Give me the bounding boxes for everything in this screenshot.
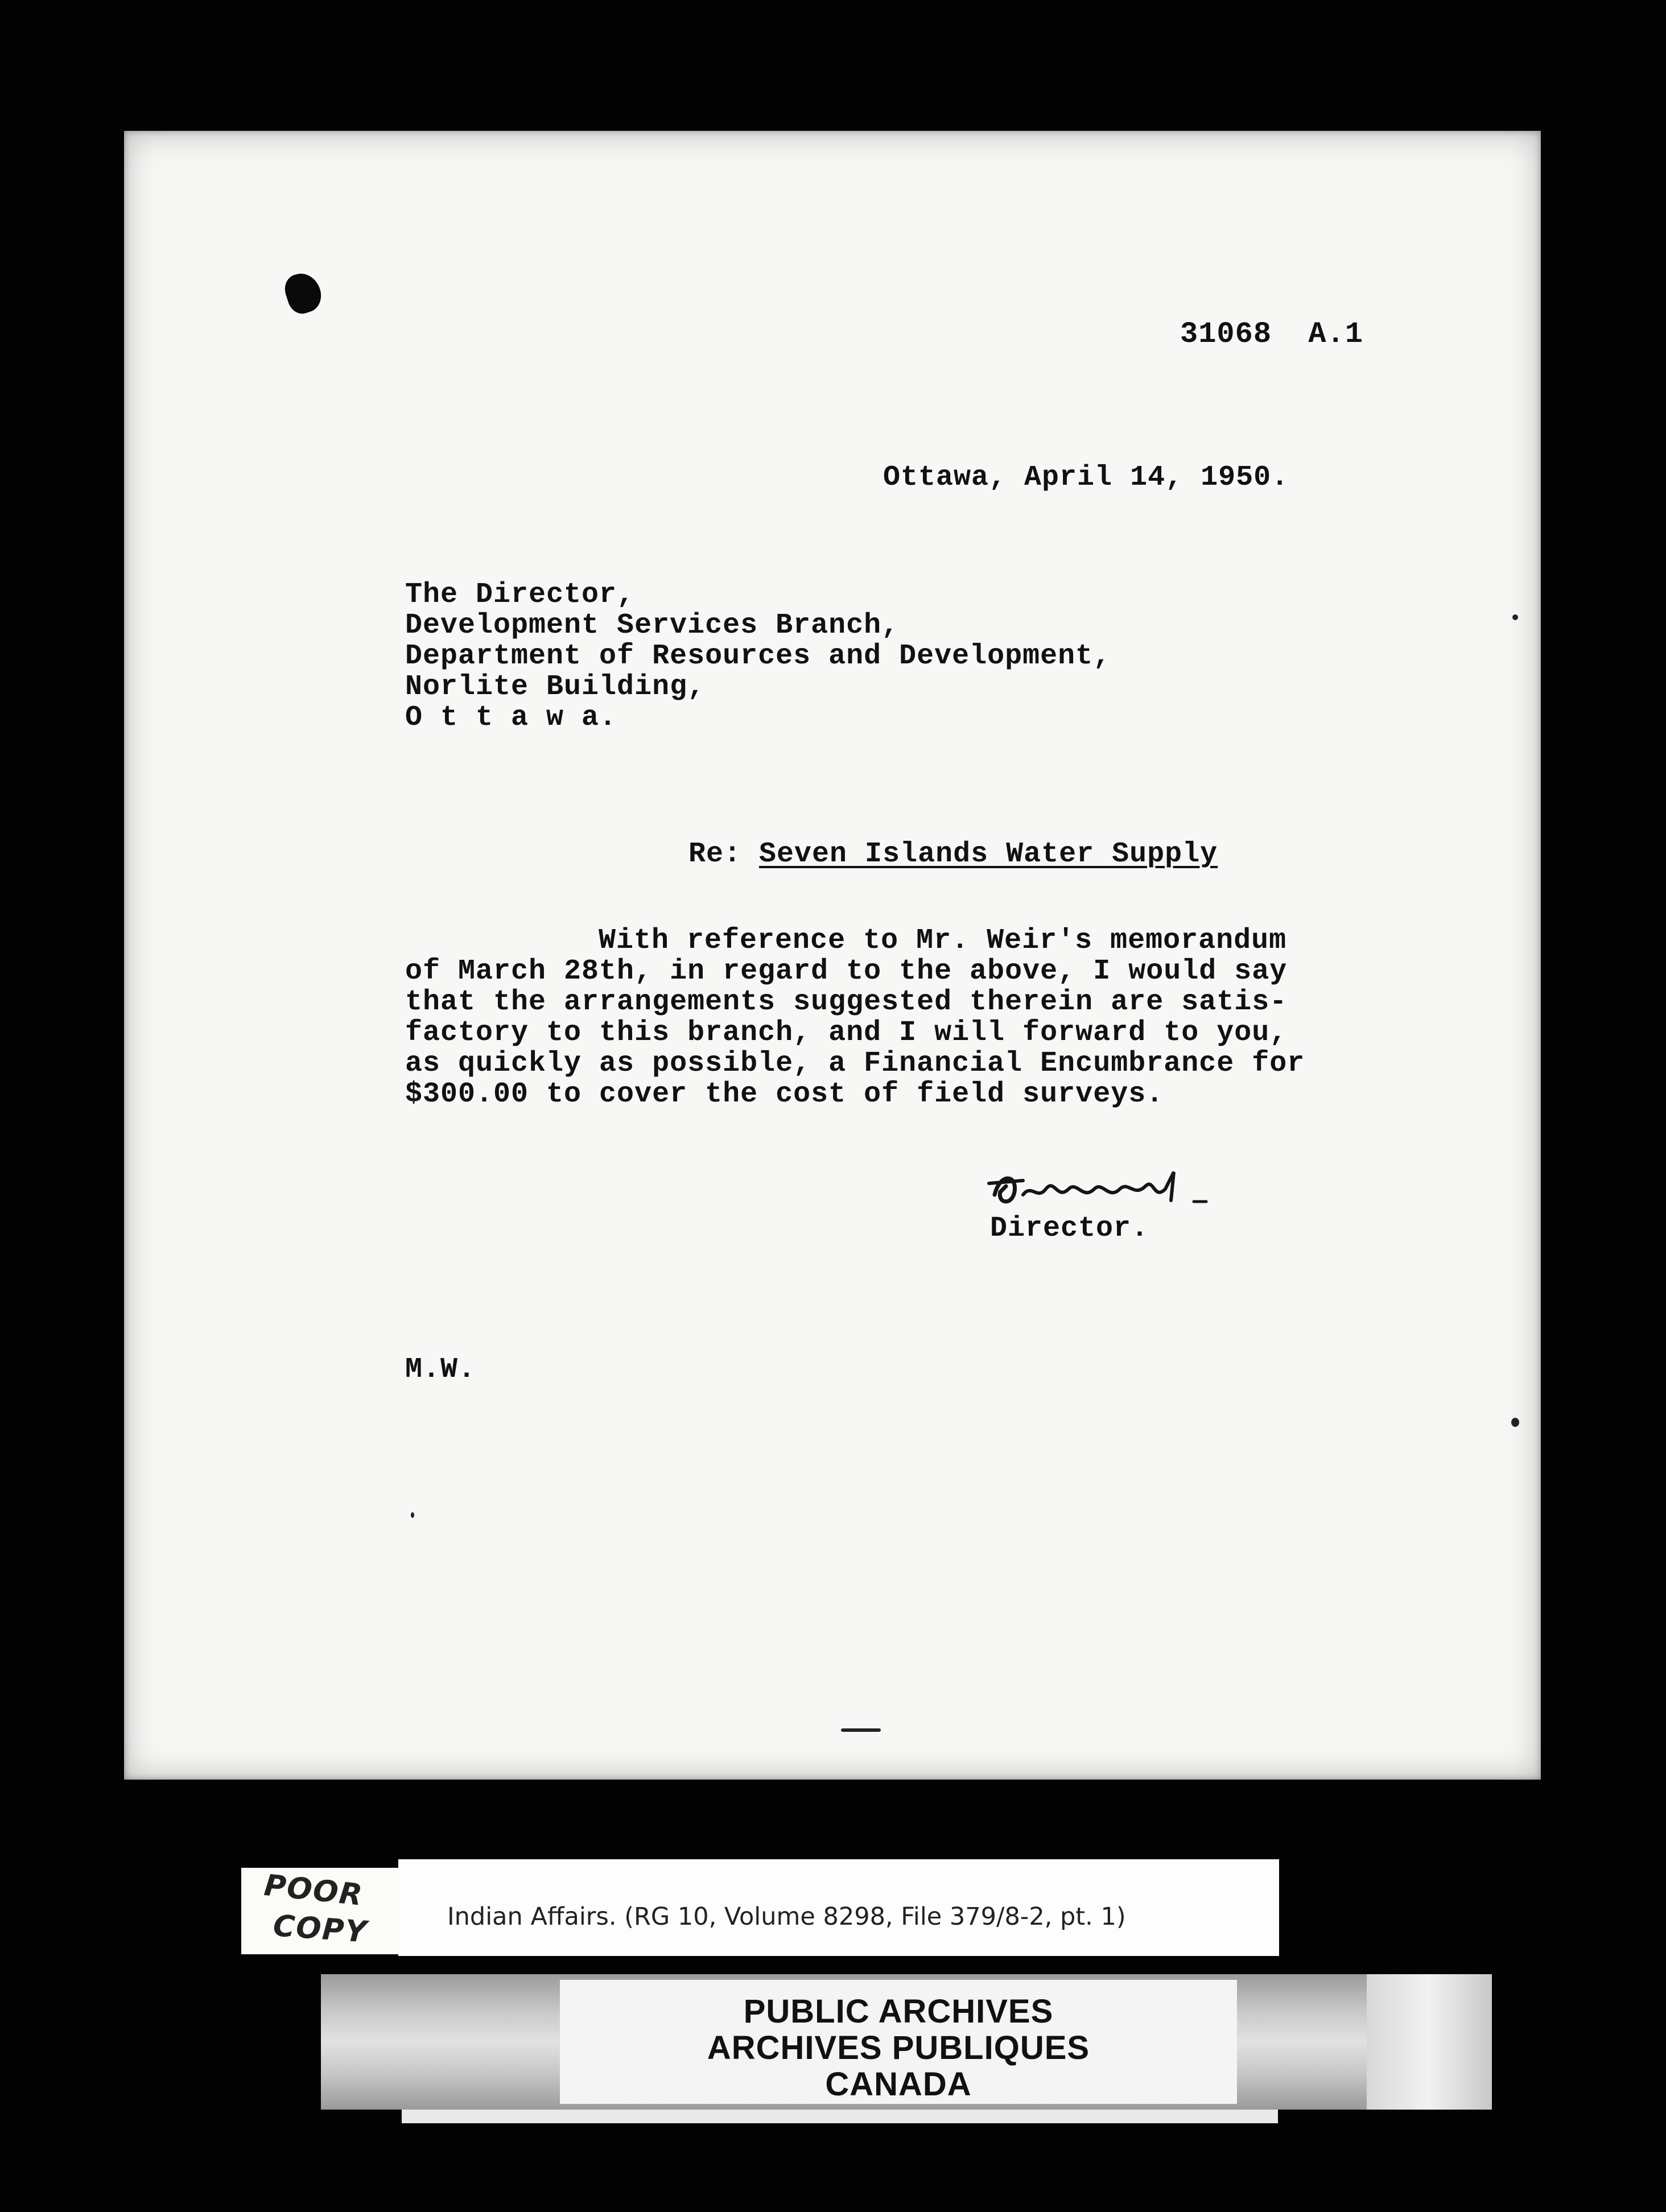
place-date: Ottawa, April 14, 1950. — [883, 461, 1289, 494]
address-line: O t t a w a. — [405, 701, 617, 734]
address-line: Norlite Building, — [405, 671, 706, 703]
speck — [841, 1728, 881, 1732]
archive-reference-label — [398, 1859, 1279, 1956]
poor-copy-word: COPY — [272, 1909, 369, 1950]
subject-line — [688, 837, 1218, 872]
address-line: The Director, — [405, 579, 635, 611]
signature-title: Director. — [990, 1212, 1149, 1245]
body-line: of March 28th, in regard to the above, I would say — [405, 955, 1288, 988]
body-line: that the arrangements suggested therein are satis- — [405, 986, 1288, 1018]
body-line: With reference to Mr. Weir's memorandum — [599, 925, 1287, 957]
body-line: as quickly as possible, a Financial Encumbrance for — [405, 1047, 1305, 1080]
subject-title: Seven Islands Water Supply — [759, 838, 1218, 870]
letter-page — [124, 131, 1541, 1780]
speck — [411, 1512, 414, 1518]
body-line: factory to this branch, and I will forward to you, — [405, 1017, 1288, 1049]
ink-blot — [281, 269, 326, 317]
body-line: $300.00 to cover the cost of field surveys. — [405, 1078, 1164, 1111]
archives-stamp — [560, 1980, 1237, 2104]
typist-initials: M.W. — [405, 1353, 476, 1386]
speck — [1512, 614, 1518, 620]
archives-stamp-line: CANADA — [825, 2066, 972, 2103]
address-line: Development Services Branch, — [405, 609, 900, 642]
bottom-strip — [402, 2110, 1278, 2123]
poor-copy-word: POOR — [262, 1868, 365, 1913]
bar-endcap — [1367, 1974, 1492, 2110]
speck — [1511, 1418, 1519, 1427]
archives-stamp-line: PUBLIC ARCHIVES — [743, 1993, 1054, 2030]
subject-label: Re: — [688, 838, 742, 870]
poor-copy-tag — [241, 1868, 415, 1954]
file-reference: 31068 A.1 — [1180, 317, 1364, 351]
archives-stamp-bar — [321, 1974, 1492, 2110]
archive-reference-text: Indian Affairs. (RG 10, Volume 8298, File 379/8-2, pt. 1) — [447, 1903, 1126, 1931]
archives-stamp-line: ARCHIVES PUBLIQUES — [707, 2029, 1090, 2066]
address-line: Department of Resources and Development, — [405, 640, 1111, 672]
